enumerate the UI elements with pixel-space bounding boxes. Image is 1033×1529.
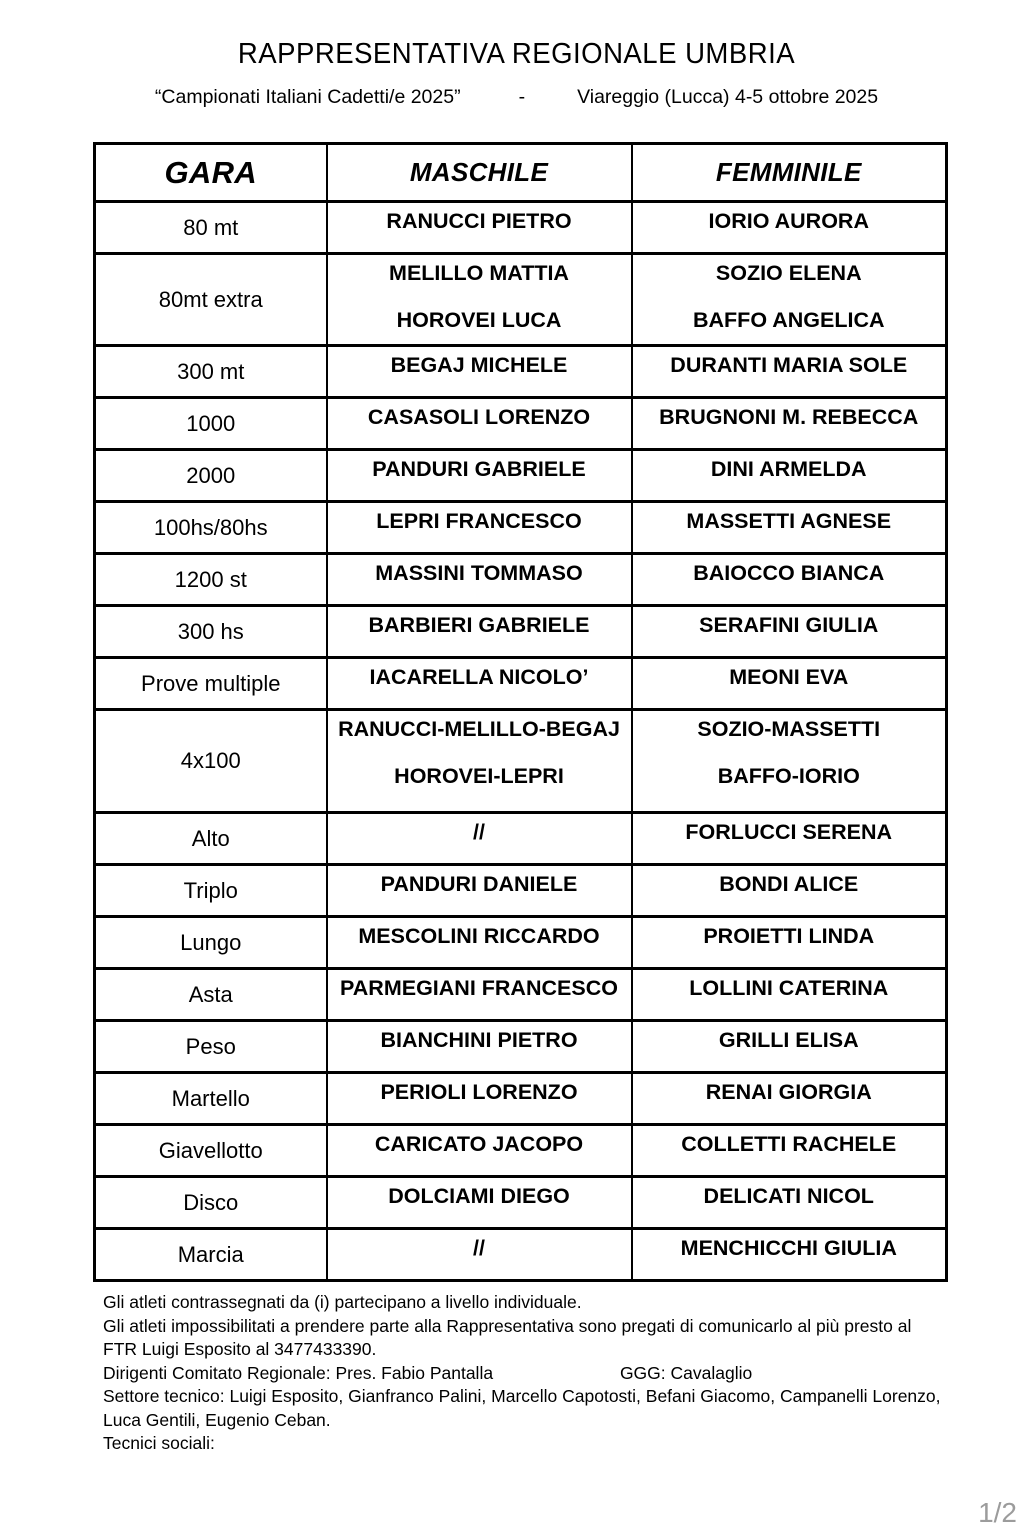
event-name: Lungo (95, 917, 327, 969)
footer-note-unavailable-line2: FTR Luigi Esposito al 3477433390. (103, 1339, 377, 1359)
athlete-name: HOROVEI-LEPRI (394, 764, 564, 788)
femminile-cell (632, 254, 947, 346)
table-row (95, 813, 947, 865)
event-name: 300 hs (95, 606, 327, 658)
table-row (95, 1229, 947, 1281)
athlete-name: RANUCCI-MELILLO-BEGAJ (338, 717, 620, 741)
table-row (95, 202, 947, 254)
athlete-name: PERIOLI LORENZO (380, 1080, 578, 1104)
femminile-cell (632, 917, 947, 969)
athlete-name: // (473, 820, 485, 844)
event-name: 2000 (95, 450, 327, 502)
footer-notes (103, 1291, 1033, 1456)
subtitle-dash: - (518, 86, 526, 108)
table-row (95, 969, 947, 1021)
dirigenti-label: Dirigenti Comitato Regionale: Pres. Fabio Pantalla (103, 1362, 494, 1383)
page-title: RAPPRESENTATIVA REGIONALE UMBRIA (237, 38, 796, 70)
femminile-cell (632, 606, 947, 658)
event-name: Triplo (95, 865, 327, 917)
femminile-cell (632, 813, 947, 865)
maschile-cell (327, 502, 632, 554)
athlete-name: PANDURI DANIELE (380, 872, 578, 896)
athlete-name: BARBIERI GABRIELE (368, 613, 590, 637)
athlete-name: IORIO AURORA (708, 209, 869, 233)
maschile-cell (327, 917, 632, 969)
athlete-name: SOZIO ELENA (715, 261, 862, 285)
athlete-name: MASSINI TOMMASO (375, 561, 583, 585)
page-subtitle (0, 86, 1033, 109)
athlete-name: HOROVEI LUCA (396, 308, 562, 332)
maschile-cell (327, 865, 632, 917)
event-name: Marcia (95, 1229, 327, 1281)
maschile-cell (327, 1177, 632, 1229)
maschile-cell (327, 202, 632, 254)
athlete-name: MEONI EVA (729, 665, 849, 689)
maschile-cell (327, 710, 632, 813)
athlete-name: BAFFO ANGELICA (693, 308, 885, 332)
table-row (95, 1073, 947, 1125)
femminile-cell (632, 398, 947, 450)
event-name: Asta (95, 969, 327, 1021)
femminile-cell (632, 554, 947, 606)
femminile-cell (632, 658, 947, 710)
column-header-gara: GARA (95, 144, 327, 202)
table-row (95, 1021, 947, 1073)
maschile-cell (327, 1073, 632, 1125)
event-name: 80mt extra (95, 254, 327, 346)
event-name: Martello (95, 1073, 327, 1125)
athlete-name: LOLLINI CATERINA (689, 976, 889, 1000)
athlete-name: SERAFINI GIULIA (699, 613, 879, 637)
athlete-name: FORLUCCI SERENA (685, 820, 893, 844)
maschile-cell (327, 554, 632, 606)
athlete-name: GRILLI ELISA (718, 1028, 859, 1052)
athlete-name: PARMEGIANI FRANCESCO (340, 976, 618, 1000)
athlete-name: MENCHICCHI GIULIA (680, 1236, 897, 1260)
athlete-name: DELICATI NICOL (703, 1184, 874, 1208)
athlete-name: // (473, 1236, 485, 1260)
footer-officials-line (103, 1362, 1033, 1386)
footer-note-individual: Gli atleti contrassegnati da (i) partecipano a livello individuale. (103, 1292, 582, 1312)
footer-settore-line1: Settore tecnico: Luigi Esposito, Gianfranco Palini, Marcello Capotosti, Befani Giacomo, Campanelli Lorenzo, (103, 1386, 941, 1406)
athlete-name: BEGAJ MICHELE (390, 353, 568, 377)
table-row (95, 865, 947, 917)
event-name: 80 mt (95, 202, 327, 254)
femminile-cell (632, 1073, 947, 1125)
event-name: Disco (95, 1177, 327, 1229)
table-row (95, 1125, 947, 1177)
maschile-cell (327, 450, 632, 502)
table-row (95, 658, 947, 710)
athlete-name: BONDI ALICE (719, 872, 859, 896)
event-name: 100hs/80hs (95, 502, 327, 554)
athlete-name: DINI ARMELDA (710, 457, 867, 481)
event-name: Peso (95, 1021, 327, 1073)
femminile-cell (632, 1125, 947, 1177)
event-name: 1000 (95, 398, 327, 450)
event-name: Alto (95, 813, 327, 865)
table-row (95, 606, 947, 658)
athlete-name: PANDURI GABRIELE (372, 457, 586, 481)
athlete-name: BRUGNONI M. REBECCA (659, 405, 919, 429)
event-name: 1200 st (95, 554, 327, 606)
athlete-name: LEPRI FRANCESCO (376, 509, 582, 533)
event-name: 300 mt (95, 346, 327, 398)
maschile-cell (327, 346, 632, 398)
femminile-cell (632, 969, 947, 1021)
table-row (95, 502, 947, 554)
maschile-cell (327, 658, 632, 710)
athlete-name: PROIETTI LINDA (703, 924, 875, 948)
athlete-name: COLLETTI RACHELE (681, 1132, 897, 1156)
subtitle-event: “Campionati Italiani Cadetti/e 2025” (154, 86, 461, 108)
footer-tecnici-label: Tecnici sociali: (103, 1433, 215, 1453)
table-row (95, 254, 947, 346)
table-row (95, 917, 947, 969)
maschile-cell (327, 398, 632, 450)
maschile-cell (327, 254, 632, 346)
column-header-maschile: MASCHILE (327, 144, 632, 202)
table-header-row (95, 144, 947, 202)
ggg-label: GGG: Cavalaglio (619, 1362, 753, 1383)
athlete-name: RENAI GIORGIA (705, 1080, 872, 1104)
athlete-name: BAFFO-IORIO (717, 764, 860, 788)
subtitle-location-date: Viareggio (Lucca) 4-5 ottobre 2025 (577, 86, 879, 108)
femminile-cell (632, 502, 947, 554)
event-name: 4x100 (95, 710, 327, 813)
table-row (95, 450, 947, 502)
athlete-name: DOLCIAMI DIEGO (388, 1184, 570, 1208)
maschile-cell (327, 969, 632, 1021)
athlete-name: BIANCHINI PIETRO (380, 1028, 578, 1052)
athlete-name: SOZIO-MASSETTI (697, 717, 881, 741)
athlete-name: BAIOCCO BIANCA (693, 561, 885, 585)
maschile-cell (327, 1229, 632, 1281)
femminile-cell (632, 450, 947, 502)
femminile-cell (632, 865, 947, 917)
maschile-cell (327, 813, 632, 865)
maschile-cell (327, 1021, 632, 1073)
table-row (95, 1177, 947, 1229)
femminile-cell (632, 710, 947, 813)
event-name: Giavellotto (95, 1125, 327, 1177)
femminile-cell (632, 202, 947, 254)
athlete-name: IACARELLA NICOLO’ (369, 665, 589, 689)
athlete-name: MESCOLINI RICCARDO (358, 924, 600, 948)
athlete-name: CARICATO JACOPO (374, 1132, 584, 1156)
athlete-name: MELILLO MATTIA (389, 261, 569, 285)
athlete-name: RANUCCI PIETRO (386, 209, 572, 233)
footer-note-unavailable-line1: Gli atleti impossibilitati a prendere parte alla Rappresentativa sono pregati di comunicarlo al più presto al (103, 1315, 912, 1336)
table-row (95, 346, 947, 398)
femminile-cell (632, 1177, 947, 1229)
femminile-cell (632, 1021, 947, 1073)
footer-settore-line2: Luca Gentili, Eugenio Ceban. (103, 1409, 331, 1430)
athlete-name: MASSETTI AGNESE (686, 509, 892, 533)
table-row (95, 710, 947, 813)
maschile-cell (327, 606, 632, 658)
maschile-cell (327, 1125, 632, 1177)
roster-table (93, 142, 948, 1282)
column-header-femminile: FEMMINILE (632, 144, 947, 202)
page-number: 1/2 (978, 1497, 1017, 1528)
table-row (95, 554, 947, 606)
athlete-name: CASASOLI LORENZO (367, 405, 591, 429)
table-row (95, 398, 947, 450)
event-name: Prove multiple (95, 658, 327, 710)
femminile-cell (632, 1229, 947, 1281)
femminile-cell (632, 346, 947, 398)
athlete-name: DURANTI MARIA SOLE (670, 353, 908, 377)
